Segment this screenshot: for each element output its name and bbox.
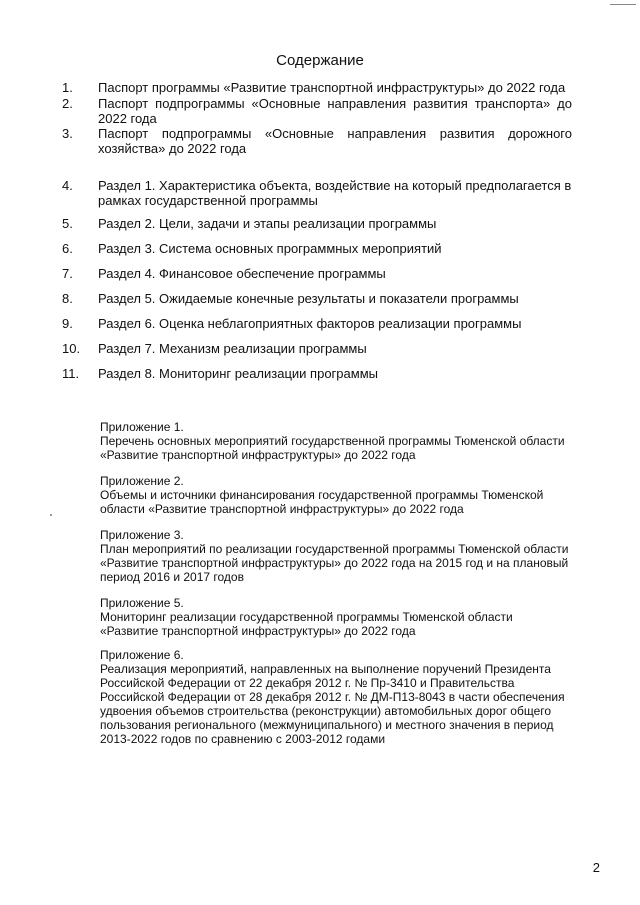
toc-item-text: Раздел 2. Цели, задачи и этапы реализации программы — [98, 216, 437, 231]
toc-item-text: Раздел 4. Финансовое обеспечение программы — [98, 266, 386, 281]
toc-item-text: Паспорт подпрограммы «Основные направления развития дорожного хозяйства» до 2022 года — [98, 126, 572, 156]
appendix-description: План мероприятий по реализации государственной программы Тюменской области «Развитие транспортной инфраструктуры» до 2022 года на 2015 год и на плановый период 2016 и 2017 годов — [100, 542, 569, 584]
appendix-description: Объемы и источники финансирования государственной программы Тюменской области «Развитие транспортной инфраструктуры» до 2022 года — [100, 488, 544, 516]
toc-item-number: 5. — [62, 216, 73, 231]
appendix-item — [100, 420, 574, 462]
toc-item-number: 1. — [62, 80, 73, 95]
appendix-title: Приложение 3. — [100, 528, 184, 542]
appendix-description: Перечень основных мероприятий государственной программы Тюменской области «Развитие транспортной инфраструктуры» до 2022 года — [100, 434, 565, 462]
toc-item-number: 4. — [62, 178, 73, 193]
toc-item-text: Раздел 5. Ожидаемые конечные результаты и показатели программы — [98, 291, 519, 306]
toc-item-number: 10. — [62, 341, 81, 356]
toc-item-number: 2. — [62, 96, 73, 111]
appendix-item — [100, 528, 574, 584]
appendix-item — [100, 596, 574, 638]
toc-item-number: 3. — [62, 126, 73, 141]
toc-item-text: Раздел 1. Характеристика объекта, воздействие на который предполагается в рамках государственной программы — [98, 178, 572, 208]
toc-item-text: Раздел 6. Оценка неблагоприятных факторов реализации программы — [98, 316, 522, 331]
appendix-title: Приложение 5. — [100, 596, 184, 610]
toc-item-number: 11. — [62, 366, 80, 381]
appendix-title: Приложение 2. — [100, 474, 184, 488]
toc-item-number: 8. — [62, 291, 73, 306]
appendix-description: Реализация мероприятий, направленных на выполнение поручений Президента Российской Федерации от 22 декабря 2012 г. № Пр-3410 и Правительства Российской Федерации от 28 декабря 2012 г. № ДМ-П13-8043 в части обеспечения удвоения объемов строительства (реконструкции) автомобильных дорог общего пользования регионального (межмуниципального) и местного значения в период 2013-2022 годов по сравнению с 2003-2012 годами — [100, 662, 565, 746]
scan-artifact-line — [610, 4, 636, 5]
toc-item-number: 9. — [62, 316, 73, 331]
toc-item-text: Раздел 3. Система основных программных мероприятий — [98, 241, 442, 256]
page-number: 2 — [592, 860, 600, 875]
appendix-description: Мониторинг реализации государственной программы Тюменской области «Развитие транспортной инфраструктуры» до 2022 года — [100, 610, 513, 638]
appendix-item — [100, 474, 574, 516]
toc-item-text: Паспорт подпрограммы «Основные направления развития транспорта» до 2022 года — [98, 96, 572, 126]
page-title: Содержание — [276, 52, 364, 69]
toc-item-text: Раздел 8. Мониторинг реализации программы — [98, 366, 378, 381]
appendix-title: Приложение 1. — [100, 420, 184, 434]
toc-item-text: Раздел 7. Механизм реализации программы — [98, 341, 367, 356]
appendix-item — [100, 648, 574, 746]
toc-item-text: Паспорт программы «Развитие транспортной инфраструктуры» до 2022 года — [98, 80, 566, 95]
appendix-title: Приложение 6. — [100, 648, 184, 662]
toc-item-number: 7. — [62, 266, 73, 281]
toc-item-number: 6. — [62, 241, 73, 256]
scan-speck — [50, 514, 52, 516]
